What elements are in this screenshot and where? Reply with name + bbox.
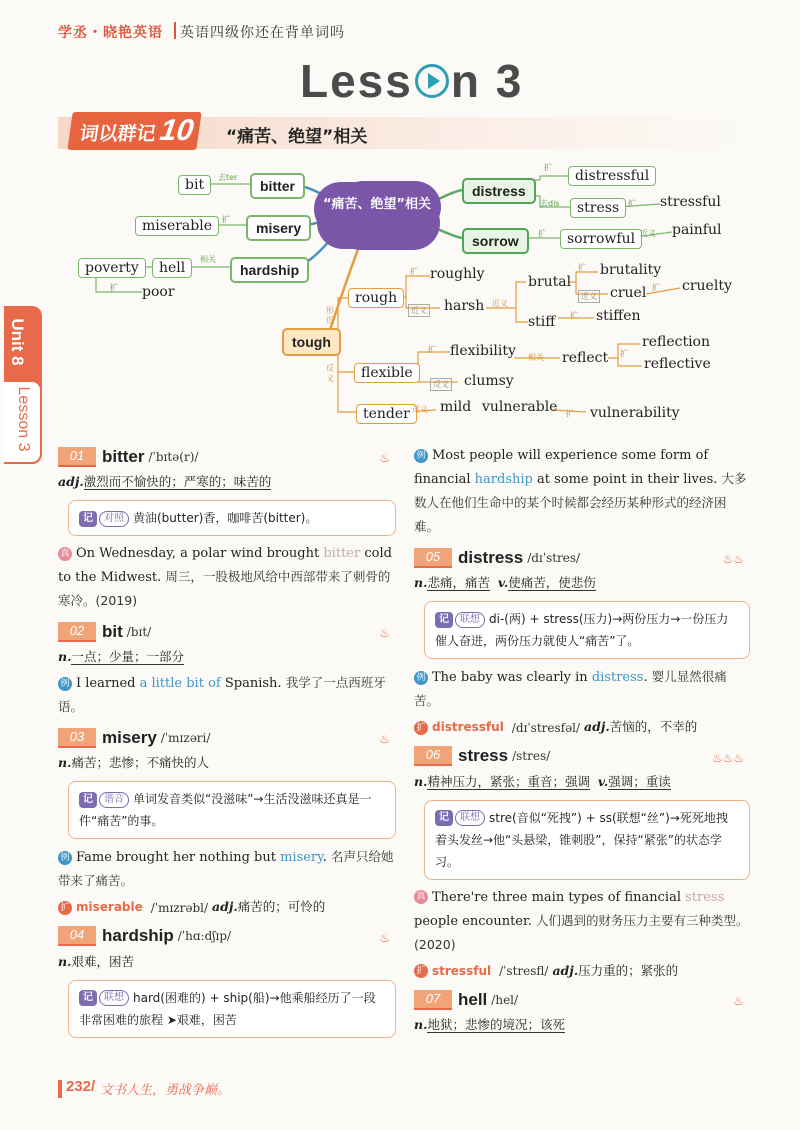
ex-post: . — [643, 670, 648, 685]
entry-stress — [414, 744, 750, 768]
entry-phonetic: /bɪt/ — [126, 624, 152, 639]
def-text: 精神压力，紧张；重音；强调 — [427, 773, 590, 789]
kuo-word: stressful — [432, 963, 492, 978]
node-bit: bit — [178, 175, 211, 195]
label-clumsy: 反义 — [430, 378, 452, 391]
kuo-word: miserable — [76, 900, 143, 914]
footer-slogan: 文书人生，勇战争巅。 — [100, 1083, 231, 1098]
node-hardship: hardship — [230, 257, 309, 283]
label-hardship: 相关 — [200, 255, 216, 264]
example-sentence — [58, 542, 396, 613]
label-stress: 去dis — [540, 199, 560, 208]
left-column — [58, 444, 396, 1044]
entry-phonetic: /ˈbɪtə(r)/ — [148, 449, 199, 464]
entry-bit — [58, 619, 396, 643]
ex-highlight: stress — [685, 889, 725, 905]
def-text: 一点；少量；一部分 — [71, 649, 184, 664]
tip-text: di-(两) + stress(压力)→两份压力→一份压力催人奋进，两份压力就使人“痛苦”了。 — [435, 612, 729, 648]
ex-post: at some point in their lives. — [532, 472, 718, 487]
node-misery: misery — [246, 215, 311, 241]
entry-number: 07 — [414, 990, 452, 1010]
entry-hell — [414, 987, 750, 1011]
node-cruel: cruel — [610, 285, 647, 301]
entry-distress — [414, 545, 750, 569]
pos: adj. — [58, 474, 84, 489]
node-reflect: reflect — [562, 350, 609, 366]
side-tab-unit: Unit 8 — [8, 318, 27, 366]
entry-misery — [58, 725, 396, 749]
entry-phonetic: /stres/ — [512, 749, 551, 763]
label-stressful: 扩 — [628, 199, 636, 208]
entry-number: 06 — [414, 746, 452, 766]
pos2: v. — [497, 575, 509, 590]
entry-definition — [58, 751, 396, 775]
memory-tip — [68, 500, 396, 536]
entry-word: hardship — [102, 926, 174, 945]
entry-word: bit — [102, 621, 123, 641]
label-vulnerability: 扩 — [566, 409, 574, 418]
entry-phonetic: /hel/ — [491, 992, 519, 1007]
label-reflection: 扩 — [620, 349, 628, 358]
node-flexible: flexible — [354, 363, 420, 383]
ex-pre: Fame brought her nothing but — [76, 850, 281, 865]
pos: n. — [414, 1017, 428, 1032]
extension-word — [414, 959, 750, 984]
ex-cn: 周三，一股极地风给中西部带来了刺骨的寒冷。(2019) — [58, 569, 391, 608]
kuo-def: 苦恼的，不幸的 — [609, 719, 698, 734]
example-icon: 例 — [58, 851, 72, 865]
def-text: 地狱；悲惨的境况；该死 — [427, 1017, 565, 1032]
node-brutal: brutal — [528, 274, 572, 290]
entry-number: 03 — [58, 728, 96, 748]
entry-definition — [58, 950, 396, 974]
group-number: 10 — [157, 114, 196, 147]
memory-tip — [68, 980, 396, 1038]
node-tough: tough — [282, 328, 341, 356]
node-flexibility: flexibility — [450, 343, 516, 359]
tip-tag: 联想 — [455, 810, 485, 826]
def-text: 激烈而不愉快的；严寒的；味苦的 — [83, 474, 272, 489]
flame-icon: ♨♨♨ — [711, 750, 744, 765]
ex-highlight: misery — [280, 850, 323, 865]
entry-word: distress — [458, 547, 524, 567]
extension-icon: 扩 — [414, 964, 428, 978]
label-brutal: 近义 — [492, 299, 508, 308]
entry-hardship — [58, 924, 396, 948]
entry-phonetic: /ˈmɪzəri/ — [160, 730, 211, 745]
ex-cn: 我学了一点西班牙语。 — [58, 675, 386, 714]
ex-highlight: a little bit of — [139, 676, 221, 691]
node-vulnerability: vulnerability — [590, 405, 680, 421]
kuo-phonetic: /dɪˈstresfəl/ — [511, 720, 581, 735]
footer-bar — [58, 1080, 62, 1098]
def-text: 悲痛，痛苦 — [427, 575, 490, 590]
pos: n. — [414, 773, 428, 789]
example-sentence — [58, 845, 396, 893]
memory-icon: 记 — [79, 792, 97, 808]
node-stiff: stiff — [528, 314, 556, 330]
kuo-pos: adj. — [552, 962, 579, 978]
mindmap-center: “痛苦、绝望”相关 — [322, 186, 432, 244]
ex-cn: 名声只给她带来了痛苦。 — [58, 849, 394, 888]
right-column — [414, 444, 750, 1039]
label-reflect: 相关 — [528, 353, 544, 362]
kuo-pos: adj. — [584, 719, 610, 734]
node-bitter: bitter — [250, 173, 305, 199]
kuo-pos: adj. — [212, 899, 238, 914]
node-distress: distress — [462, 178, 536, 204]
ex-post: people encounter. — [414, 913, 532, 929]
node-vulnerable: vulnerable — [482, 399, 558, 415]
label-harsh: 近义 — [408, 304, 430, 317]
entry-definition — [58, 645, 396, 669]
extension-word — [414, 715, 750, 740]
entry-definition — [414, 571, 750, 595]
tip-text: hard(困难的) + ship(船)→他乘船经历了一段非常困难的旅程 ➤艰难，困苦 — [79, 990, 376, 1027]
extension-word — [58, 895, 396, 920]
node-stiffen: stiffen — [596, 308, 641, 324]
side-tab-lesson: Lesson 3 — [15, 386, 32, 452]
tip-tag: 联想 — [99, 990, 129, 1006]
label-sorrowful: 扩 — [538, 229, 546, 238]
node-tender: tender — [356, 404, 417, 424]
page-number: 232/ — [66, 1078, 96, 1095]
flame-icon: ♨ — [379, 451, 390, 465]
node-rough: rough — [348, 288, 404, 308]
group-tag-label: 词以群记 — [78, 123, 158, 145]
example-sentence — [414, 665, 750, 713]
pos: n. — [58, 953, 72, 969]
ex-cn: 人们遇到的财务压力主要有三种类型。(2020) — [414, 912, 749, 952]
node-reflection: reflection — [642, 334, 710, 350]
ex-pre: I learned — [76, 676, 140, 691]
header-subtitle: 英语四级你还在背单词吗 — [180, 25, 345, 41]
node-poor: poor — [142, 284, 175, 300]
node-hell: hell — [152, 258, 192, 278]
ex-post: cold to the Midwest. — [58, 546, 392, 585]
node-cruelty: cruelty — [682, 278, 732, 294]
group-topic: “痛苦、绝望”相关 — [226, 127, 368, 147]
label-bitter: 去ter — [218, 173, 238, 182]
entry-word: stress — [458, 746, 509, 765]
def-text: 艰难，困苦 — [71, 953, 134, 969]
node-painful: painful — [672, 222, 722, 238]
ex-post: Spanish. — [220, 676, 282, 691]
ex-cn: 大多数人在他们生命中的某个时候都会经历某种形式的经济困难。 — [414, 471, 747, 534]
header-brand: 学丞・晓艳英语 — [58, 25, 163, 41]
entry-number: 02 — [58, 622, 96, 642]
node-miserable: miserable — [135, 216, 219, 236]
lesson-title-post: n 3 — [450, 55, 524, 107]
node-sorrowful: sorrowful — [560, 229, 642, 249]
kuo-word: distressful — [432, 720, 504, 734]
pos: n. — [414, 575, 428, 590]
def-text: 痛苦；悲惨；不痛快的人 — [71, 755, 209, 770]
kuo-phonetic: /ˈmɪzrəbl/ — [150, 900, 209, 915]
extension-icon: 扩 — [414, 721, 428, 735]
entry-word: bitter — [102, 446, 145, 466]
example-icon: 例 — [58, 677, 72, 691]
label-mild: 近义 — [412, 405, 428, 414]
pos: n. — [58, 649, 72, 664]
lesson-title-pre: Less — [300, 55, 413, 107]
tip-tag: 联想 — [455, 612, 485, 628]
extension-icon: 扩 — [58, 901, 72, 915]
kuo-phonetic: /ˈstresfl/ — [499, 964, 549, 978]
label-roughly: 扩 — [410, 267, 418, 276]
tip-tag: 对照 — [99, 511, 129, 527]
ex-highlight: bitter — [323, 546, 361, 561]
label-misery: 扩 — [222, 215, 230, 224]
entry-number: 05 — [414, 548, 452, 568]
memory-tip — [424, 800, 750, 880]
label-stiffen: 扩 — [570, 311, 578, 320]
flame-icon: ♨♨ — [722, 552, 744, 566]
pos2: v. — [597, 773, 609, 789]
ex-post: . — [322, 850, 327, 865]
memory-tip — [68, 781, 396, 839]
ex-cn: 婴儿显然很痛苦。 — [414, 669, 727, 708]
memory-icon: 记 — [79, 511, 97, 527]
node-sorrow: sorrow — [462, 228, 529, 254]
entry-definition — [414, 770, 750, 794]
def-text2: 强调；重读 — [608, 773, 671, 789]
tip-tag: 谐音 — [99, 792, 129, 808]
node-clumsy: clumsy — [464, 373, 514, 389]
tip-text: 黄油(butter)香，咖啡苦(bitter)。 — [133, 511, 318, 525]
label-painful: 近义 — [640, 229, 656, 238]
node-stress: stress — [570, 198, 626, 218]
memory-tip — [424, 601, 750, 659]
flame-icon: ♨ — [379, 930, 390, 945]
example-icon: 例 — [414, 449, 428, 463]
label-distressful: 扩 — [544, 163, 552, 172]
entry-definition — [58, 470, 396, 494]
example-sentence — [414, 444, 750, 539]
memory-icon: 记 — [435, 810, 453, 826]
exam-icon: 真 — [414, 890, 428, 904]
label-tough-bottom: 反义 — [326, 364, 334, 383]
node-reflective: reflective — [644, 356, 711, 372]
label-brutality: 扩 — [578, 263, 586, 272]
pos: n. — [58, 755, 72, 770]
label-cruel: 近义 — [578, 290, 600, 303]
node-brutality: brutality — [600, 262, 662, 278]
node-roughly: roughly — [430, 266, 485, 282]
memory-icon: 记 — [435, 612, 453, 628]
ex-pre: Most people will experience some form of financial — [414, 448, 709, 487]
node-distressful: distressful — [568, 166, 656, 186]
ex-pre: The baby was clearly in — [432, 670, 592, 685]
entry-definition — [414, 1013, 750, 1037]
example-sentence — [58, 671, 396, 719]
entry-phonetic: /dɪˈstres/ — [527, 550, 581, 565]
label-tough-top: 形近 — [326, 306, 334, 325]
ex-highlight: hardship — [474, 472, 533, 487]
ex-pre: There're three main types of financial — [432, 889, 686, 905]
entry-phonetic: /ˈhɑːdʃɪp/ — [177, 929, 232, 943]
label-cruelty: 扩 — [652, 283, 660, 292]
kuo-def: 痛苦的；可怜的 — [237, 899, 326, 914]
tip-text: stre(音似“死拽”) + ss(联想“丝”)→死死地拽着头发丝→他“头悬梁，锥刺股”，保持“紧张”的状态学习。 — [435, 810, 728, 869]
node-poverty: poverty — [78, 258, 146, 278]
exam-icon: 真 — [58, 547, 72, 561]
label-flexibility: 扩 — [428, 345, 436, 354]
node-stressful: stressful — [660, 194, 721, 210]
example-sentence — [414, 886, 750, 957]
kuo-def: 压力重的；紧张的 — [578, 962, 679, 978]
entry-word: hell — [458, 989, 488, 1009]
example-icon: 例 — [414, 671, 428, 685]
flame-icon: ♨ — [733, 994, 744, 1008]
memory-icon: 记 — [79, 990, 97, 1006]
entry-bitter — [58, 444, 396, 468]
ex-pre: On Wednesday, a polar wind brought — [76, 546, 324, 561]
node-mild: mild — [440, 399, 472, 415]
entry-number: 01 — [58, 447, 96, 467]
entry-word: misery — [102, 727, 157, 747]
tip-text: 单词发音类似“没滋味”→生活没滋味还真是一件“痛苦”的事。 — [79, 792, 372, 828]
label-poor: 扩 — [110, 283, 118, 292]
node-harsh: harsh — [444, 298, 485, 314]
ex-highlight: distress — [591, 670, 644, 685]
flame-icon: ♨ — [379, 626, 390, 640]
def-text2: 使痛苦，使悲伤 — [508, 575, 596, 590]
flame-icon: ♨ — [379, 732, 390, 746]
entry-number: 04 — [58, 926, 96, 946]
